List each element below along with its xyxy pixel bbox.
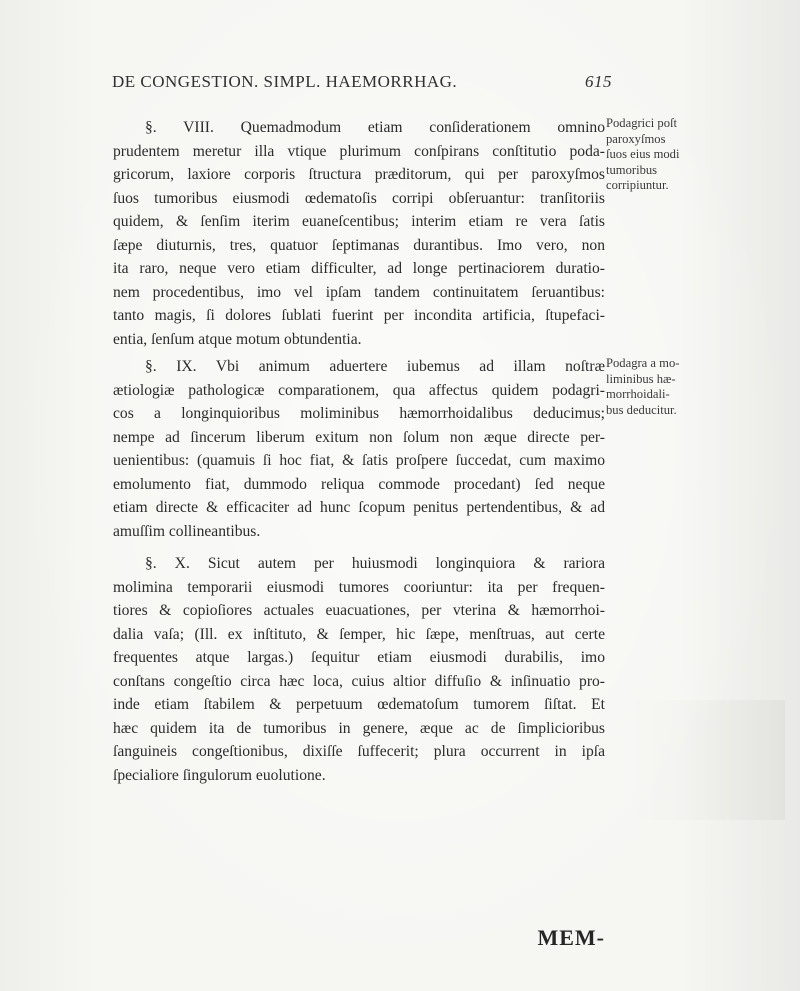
text-line: prudentem meretur illa vtique plurimum conſpirans conſtitutio poda-	[113, 142, 605, 160]
text-line: hæc quidem ita de tumoribus in genere, æque ac de ſimplicioribus	[113, 719, 605, 737]
text-line: §. X. Sicut autem per huiusmodi longinquiora & rariora	[145, 555, 605, 572]
text-line: quidem, & ſenſim iterim euaneſcentibus; interim etiam re vera ſatis	[113, 213, 605, 230]
text-line: nempe ad ſincerum liberum exitum non ſolum non æque directe per-	[113, 428, 605, 446]
text-line: conſtans congeſtio circa hæc loca, cuius altior diffuſio & inſinuatio pro-	[113, 672, 605, 690]
page-number: 615	[585, 72, 612, 91]
text-line: amuſſim collineantibus.	[113, 522, 261, 540]
text-line: ætiologiæ pathologicæ comparationem, qua affectus quidem podagri-	[113, 381, 605, 399]
text-line: etiam directe & efficaciter ad hunc ſcopum penitus pertendentibus, & ad	[113, 499, 605, 516]
margin-note-line: morrhoidali-	[606, 387, 670, 401]
text-line: molimina temporarii eiusmodi tumores cooriuntur: ita per frequen-	[113, 578, 605, 596]
margin-note-line: bus deducitur.	[606, 402, 677, 417]
running-title: DE CONGESTION. SIMPL. HAEMORRHAG.	[112, 72, 458, 91]
margin-note-line: paroxyſmos	[606, 131, 666, 146]
section-ix	[113, 355, 605, 543]
margin-note-line: Podagrici poſt	[606, 116, 678, 130]
text-line: tiores & copioſiores actuales euacuationes, per vterina & hæmorrhoi-	[113, 602, 605, 619]
text-line: uenientibus: (quamuis ſi hoc fiat, & ſatis proſpere ſuccedat, cum maximo	[113, 452, 605, 469]
margin-note-line: ſuos eius modi	[606, 147, 680, 161]
text-line: gricorum, laxiore corporis ſtructura præditorum, qui per paroxyſmos	[113, 166, 605, 183]
text-line: ſuos tumoribus eiusmodi œdematoſis corripi obſeruantur: tranſitoriis	[113, 189, 605, 207]
text-line: emolumento fiat, dummodo reliqua commode procedant) ſed neque	[113, 475, 605, 493]
text-line: entia, ſenſum atque motum obtundentia.	[113, 330, 362, 348]
margin-note-line: corripiuntur.	[606, 178, 669, 192]
text-line: inde etiam ſtabilem & perpetuum œdematoſum tumorem ſiſtat. Et	[113, 696, 605, 713]
text-line: ſæpe diuturnis, tres, quatuor ſeptimanas durantibus. Imo vero, non	[113, 236, 605, 254]
margin-note-line: Podagra a mo-	[606, 356, 680, 370]
margin-note-line: liminibus hæ-	[606, 371, 676, 386]
text-line: ſanguineis congeſtionibus, dixiſſe ſuffecerit; plura occurrent in ipſa	[113, 743, 605, 760]
text-line: tanto magis, ſi dolores ſublati fuerint per incondita artificia, ſtupefaci-	[113, 307, 605, 324]
show-through-shadow	[625, 700, 785, 820]
margin-note-line: tumoribus	[606, 162, 658, 177]
text-line: §. VIII. Quemadmodum etiam conſiderationem omnino	[145, 119, 605, 136]
text-line: ita raro, neque vero etiam difficulter, ad longe pertinaciorem duratio-	[113, 260, 605, 277]
text-line: cos a longinquioribus moliminibus hæmorrhoidalibus deducimus;	[113, 405, 605, 422]
text-line: §. IX. Vbi animum aduertere iubemus ad illam noſtræ	[145, 358, 605, 375]
catchword: MEM-	[537, 925, 605, 950]
text-line: dalia vaſa; (Ill. ex inſtituto, & ſemper, hic ſæpe, menſtruas, aut certe	[113, 625, 605, 643]
section-x	[113, 552, 605, 787]
text-line: frequentes atque largas.) ſequitur etiam eiusmodi durabilis, imo	[113, 649, 605, 666]
text-line: nem procedentibus, imo vel ipſam tandem continuitatem ſeruantibus:	[113, 283, 605, 301]
section-viii	[113, 116, 605, 351]
margin-note-ix	[606, 356, 716, 418]
text-line: ſpecialiore ſingulorum euolutione.	[113, 766, 326, 784]
margin-note-viii	[606, 116, 716, 194]
